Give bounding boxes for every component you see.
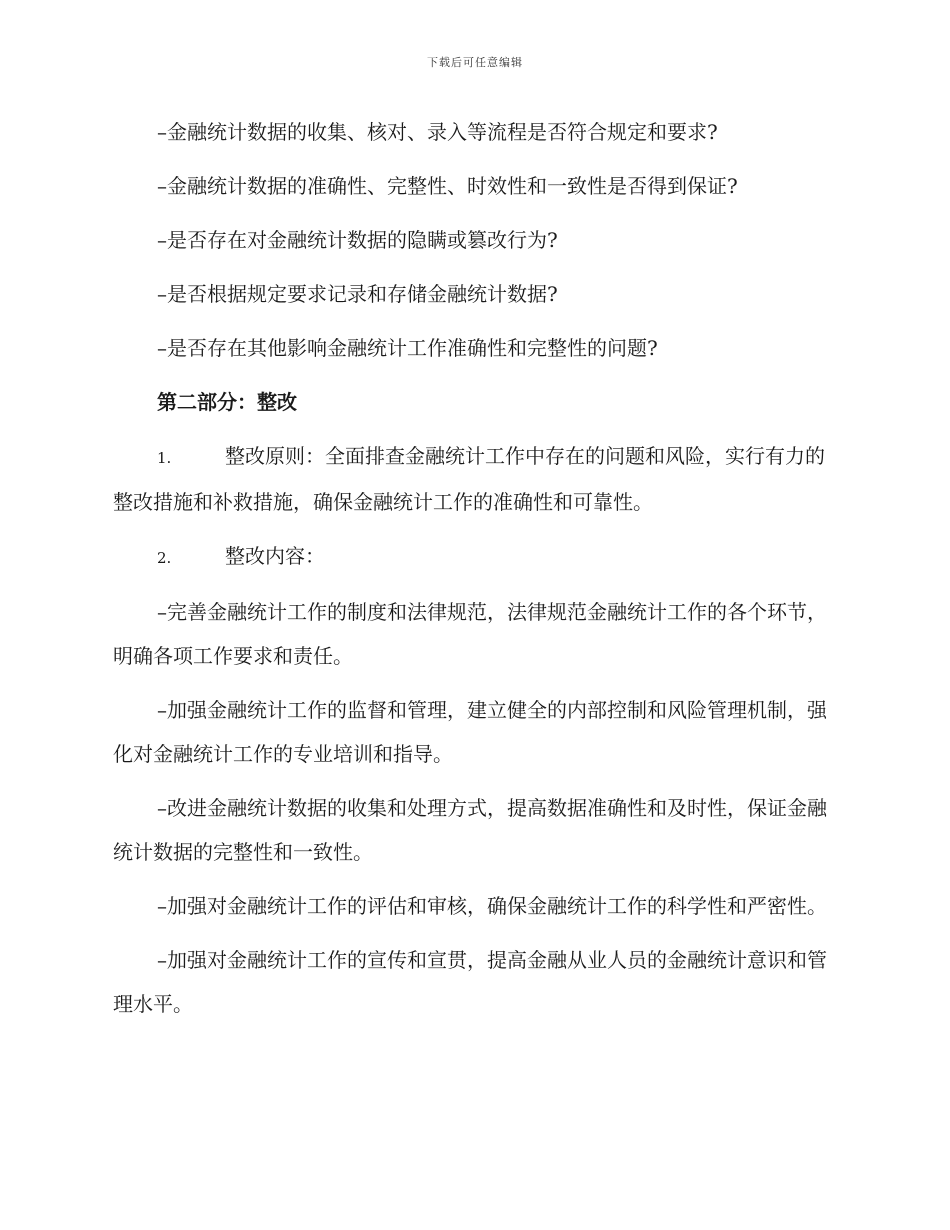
- rectification-item: –加强金融统计工作的监督和管理，建立健全的内部控制和风险管理机制，强化对金融统计工作的专业培训和指导。: [113, 698, 827, 766]
- document-body: [113, 110, 835, 1036]
- numbered-point: [113, 534, 835, 580]
- point-text: 整改原则：全面排查金融统计工作中存在的问题和风险，实行有力的整改措施和补救措施，确保金融统计工作的准确性和可靠性。: [113, 444, 825, 514]
- rectification-item: –加强对金融统计工作的评估和审核，确保金融统计工作的科学性和严密性。: [157, 894, 827, 918]
- check-item: –是否存在对金融统计数据的隐瞒或篡改行为?: [157, 228, 558, 252]
- rectification-item: –改进金融统计数据的收集和处理方式，提高数据准确性和及时性，保证金融统计数据的完整性和一致性。: [113, 796, 827, 864]
- point-number: 1.: [157, 449, 172, 467]
- check-item: –金融统计数据的收集、核对、录入等流程是否符合规定和要求?: [157, 120, 718, 144]
- numbered-point: [113, 434, 835, 524]
- section-heading: 第二部分：整改: [157, 390, 297, 414]
- rectification-item: –完善金融统计工作的制度和法律规范，法律规范金融统计工作的各个环节，明确各项工作要求和责任。: [113, 600, 827, 668]
- point-text: 整改内容：: [225, 544, 325, 568]
- check-item: –是否根据规定要求记录和存储金融统计数据?: [157, 282, 558, 306]
- rectification-item: –加强对金融统计工作的宣传和宣贯，提高金融从业人员的金融统计意识和管理水平。: [113, 948, 827, 1016]
- page-header: 下载后可任意编辑: [427, 56, 523, 69]
- point-number: 2.: [157, 549, 172, 567]
- check-item: –金融统计数据的准确性、完整性、时效性和一致性是否得到保证?: [157, 174, 738, 198]
- check-item: –是否存在其他影响金融统计工作准确性和完整性的问题?: [157, 336, 658, 360]
